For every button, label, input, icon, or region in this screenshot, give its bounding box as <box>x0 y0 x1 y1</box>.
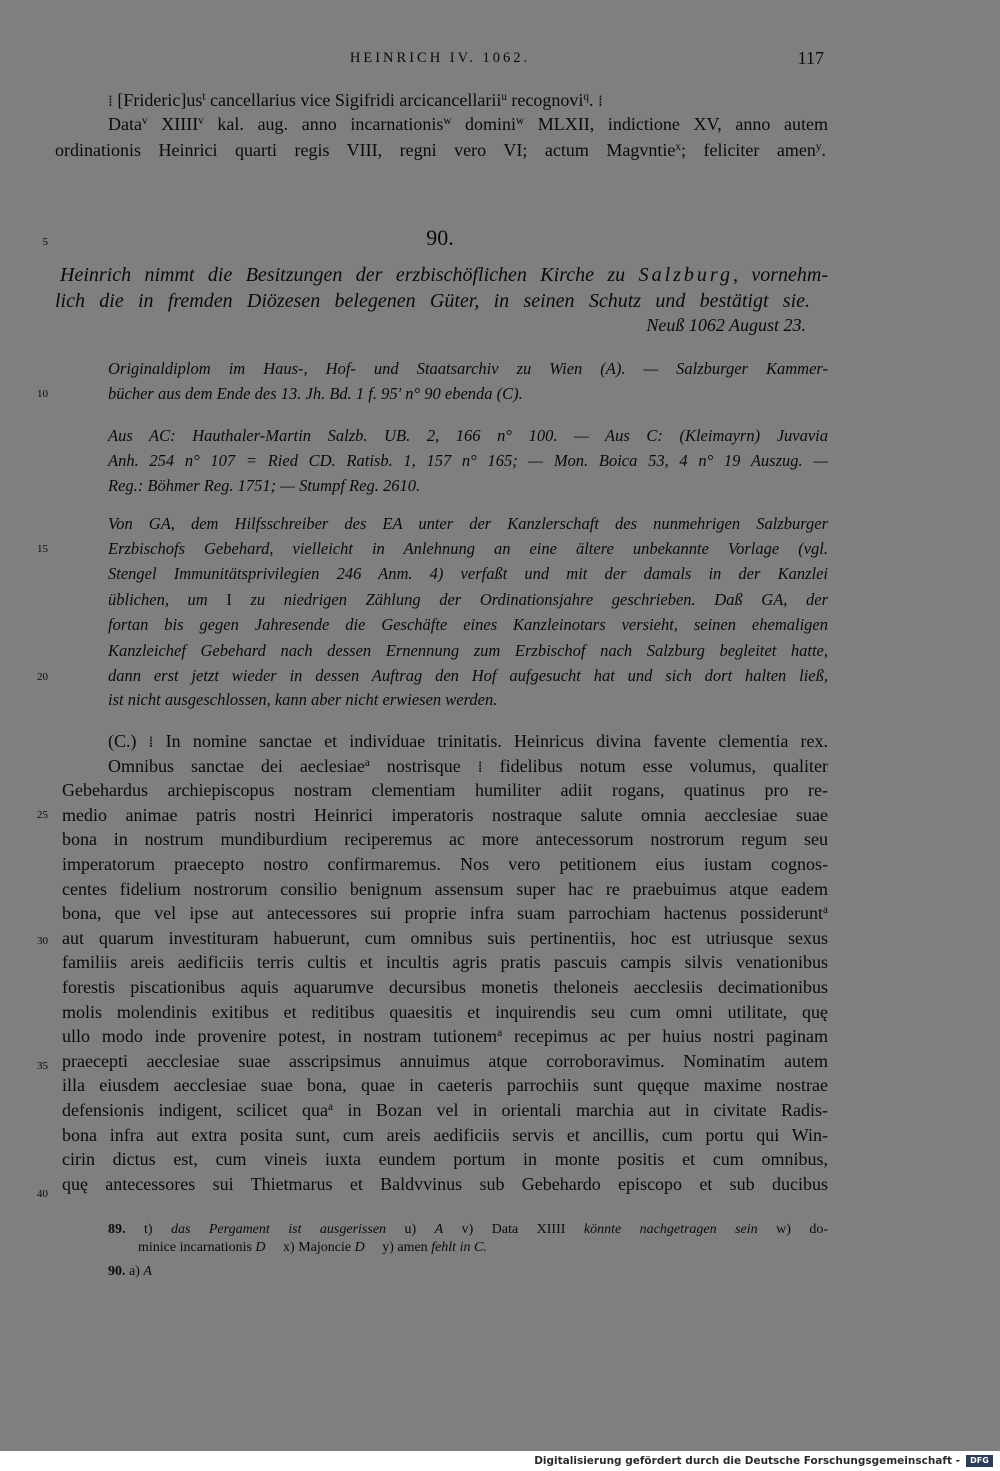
text-run: (C.) <box>108 731 149 751</box>
italic-run: ist nicht ausgeschlossen, kann aber nicht erwiesen werden. <box>108 690 498 709</box>
text-line <box>62 1024 828 1048</box>
text-line <box>62 877 828 901</box>
text-line <box>62 950 828 974</box>
note-line <box>108 588 828 612</box>
text-run: molis molendinis exitibus et reditibus quaesitis et inquirendis seu cum omni utilitate, quę <box>62 1002 828 1022</box>
italic-run: üblichen, um <box>108 590 227 609</box>
italic-run: lich die in fremden Diözesen belegenen Güter, in seinen Schutz und bestätigt sie. <box>55 290 810 312</box>
running-title: HEINRICH IV. 1062. <box>349 50 531 66</box>
footnote-marker: q <box>583 90 589 103</box>
footnote-marker: a <box>328 1100 333 1113</box>
italic-run: Stengel Immunitätsprivilegien 246 Anm. 4) verfaßt und mit der damals in der Kanzlei <box>108 564 828 583</box>
text-line <box>108 754 828 778</box>
text-line <box>62 901 828 925</box>
text-run: I <box>226 590 232 609</box>
text-run: ullo modo inde provenire potest, in nostram tutionem <box>62 1026 498 1046</box>
italic-run: D <box>255 1240 266 1255</box>
text-line <box>108 729 828 753</box>
text-run: imperatorum praecepto nostro confirmaremus. Nos vero petitionem eius iustam cognos- <box>62 854 828 874</box>
text-run: defensionis indigent, scilicet qua <box>62 1100 328 1120</box>
footnote-line <box>108 1221 828 1239</box>
footnote-marker: w <box>516 114 525 127</box>
note-line <box>108 357 828 381</box>
note-line <box>108 562 828 586</box>
text-run: a) <box>125 1264 144 1279</box>
text-line <box>62 975 828 999</box>
footnote-marker: w <box>443 114 452 127</box>
text-run: v) Data XIIII <box>443 1222 584 1237</box>
text-run: cirin dictus est, cum vineis iuxta eundem portum in monte positis et cum omnibus, <box>62 1149 828 1169</box>
line-number: 20 <box>37 671 48 683</box>
italic-run: Anh. 254 n° 107 = Ried CD. Ratisb. 1, 157 n° 165; — Mon. Boica 53, 4 n° 19 Auszug. — <box>108 451 828 470</box>
italic-run: A <box>143 1264 152 1279</box>
text-run: u) <box>386 1222 435 1237</box>
footnote-line <box>138 1239 828 1257</box>
bold-number: 89. <box>108 1222 126 1237</box>
text-line <box>62 803 828 827</box>
bold-number: 90. <box>108 1264 126 1279</box>
footnote-marker: v <box>141 114 148 127</box>
note-line <box>108 664 828 688</box>
text-run: w) do- <box>757 1222 828 1237</box>
text-run: x) Majoncie <box>265 1240 355 1255</box>
text-line <box>62 1123 828 1147</box>
text-run: . <box>821 140 826 160</box>
italic-run: A <box>434 1222 444 1237</box>
note-line <box>108 639 828 663</box>
text-run: medio animae patris nostri Heinrici imperatoris nostraque salute omnia aecclesiae suae <box>62 805 828 825</box>
text-line <box>62 1049 828 1073</box>
text-line <box>108 112 828 136</box>
line-number: 5 <box>42 236 48 248</box>
italic-run: Erzbischofs Gebehard, vielleicht in Anlehnung an eine ältere unbekannte Vorlage (vgl. <box>108 539 828 558</box>
text-line <box>62 1098 828 1122</box>
regest-line <box>60 262 828 288</box>
signum-mark: ⁞ <box>477 758 483 776</box>
text-run: nostrisque <box>369 756 478 776</box>
footnote-marker: y <box>815 140 822 153</box>
footnote-marker: x <box>675 140 681 153</box>
footnote-marker: u <box>501 90 507 103</box>
footnote-marker: t <box>202 90 206 103</box>
signum-mark: ⁞ <box>108 92 113 110</box>
text-line <box>62 778 828 802</box>
note-line <box>108 449 828 473</box>
line-number: 35 <box>37 1060 48 1072</box>
italic-run: Reg.: Böhmer Reg. 1751; — Stumpf Reg. 2610. <box>108 476 421 495</box>
text-run: recognovi <box>506 90 584 110</box>
text-run: fidelibus notum esse volumus, qualiter <box>482 756 829 776</box>
dfg-logo: DFG <box>966 1455 993 1467</box>
text-run: ordinationis Heinrici quarti regis VIII, regni vero VI; actum Magvntie <box>55 140 676 160</box>
text-line <box>55 138 826 162</box>
text-line <box>108 88 748 112</box>
text-run: Gebehardus archiepiscopus nostram clementiam humiliter adiit rogans, quatinus pro re- <box>62 780 828 800</box>
text-run: minice incarnationis <box>138 1240 256 1255</box>
signum-mark: ⁞ <box>148 733 154 751</box>
text-run: illa eiusdem aecclesiae suae bona, quae in caeteris parrochiis sunt quęque maxime nostrae <box>62 1075 828 1095</box>
italic-run: fortan bis gegen Jahresende die Geschäfte eines Kanzleinotars versieht, seinen ehemaligen <box>108 615 828 634</box>
italic-run: das Pergament ist ausgerissen <box>170 1222 387 1237</box>
text-run: domini <box>451 114 517 134</box>
text-line <box>62 1147 828 1171</box>
text-line <box>62 852 828 876</box>
text-run: forestis piscationibus aquis aquarumve decursibus monetis theloneis aecclesiis decimationibus <box>62 977 828 997</box>
text-run: bona in nostrum mundiburdium reciperemus ac more antecessorum nostrorum regum seu <box>62 829 828 849</box>
text-run: cancellarius vice Sigifridi arcicancellarii <box>205 90 502 110</box>
text-run: familiis areis aedificiis terris cultis et incultis agris pratis pascuis campis silvis venationibus <box>62 952 828 972</box>
text-line <box>62 1172 828 1196</box>
italic-run: D <box>354 1240 365 1255</box>
note-line <box>108 474 828 498</box>
note-line <box>108 424 828 448</box>
footnote-marker: a <box>823 903 828 916</box>
text-run: y) amen <box>364 1240 432 1255</box>
italic-run: Kanzleichef Gebehard nach dessen Ernennung zum Erzbischof nach Salzburg begleitet hatte, <box>108 641 828 660</box>
text-line <box>62 1000 828 1024</box>
italic-run: bücher aus dem Ende des 13. Jh. Bd. 1 f. 95' n° 90 ebenda (C). <box>108 384 523 403</box>
italic-run: Originaldiplom im Haus-, Hof- und Staatsarchiv zu Wien (A). — Salzburger Kammer- <box>108 359 828 378</box>
footnote-marker: v <box>198 114 204 127</box>
text-run: . <box>588 90 598 110</box>
page-number: 117 <box>797 48 824 68</box>
italic-run: könnte nachgetragen sein <box>583 1222 758 1237</box>
line-number: 40 <box>37 1188 48 1200</box>
footnote-marker: a <box>364 756 370 769</box>
text-run: kal. aug. anno incarnationis <box>203 114 444 134</box>
signum-mark: ⁞ <box>597 92 603 110</box>
document-number: 90. <box>426 225 454 250</box>
text-run: bona infra aut extra posita sunt, cum areis aedificiis servis et ancillis, cum portu qui Win- <box>62 1125 828 1145</box>
text-line <box>62 1073 828 1097</box>
note-line <box>108 537 828 561</box>
text-line <box>62 926 828 950</box>
line-number: 30 <box>37 935 48 947</box>
italic-run: fehlt in C. <box>431 1240 487 1255</box>
text-run: centes fidelium nostrorum consilio benignum assensum super hac re praebuimus atque eadem <box>62 879 828 899</box>
italic-run: Aus AC: Hauthaler-Martin Salzb. UB. 2, 166 n° 100. — Aus C: (Kleimayrn) Juvavia <box>108 426 828 445</box>
text-run: recepimus ac per huius nostri paginam <box>502 1026 828 1046</box>
text-run: [Frideric]us <box>112 90 203 110</box>
text-run: aut quarum investituram habuerunt, cum omnibus suis pertinentiis, hoc est utriusque sexus <box>62 928 828 948</box>
text-run: t) <box>125 1222 171 1237</box>
italic-run: dann erst jetzt wieder in dessen Auftrag den Hof aufgesucht hat und sich dort halten ließ, <box>108 666 828 685</box>
footnote-marker: a <box>497 1026 503 1039</box>
funding-credit: Digitalisierung gefördert durch die Deutsche Forschungsgemeinschaft - <box>534 1455 960 1467</box>
text-run: ; feliciter amen <box>680 140 816 160</box>
text-run: Omnibus sanctae dei aeclesiae <box>108 756 365 776</box>
regest-line <box>55 288 810 314</box>
line-number: 15 <box>37 543 48 555</box>
italic-run: Heinrich nimmt die Besitzungen der erzbischöflichen Kirche zu <box>60 264 639 286</box>
note-line <box>108 688 828 712</box>
text-run: MLXII, indictione XV, anno autem <box>524 114 828 134</box>
note-line <box>108 613 828 637</box>
text-run: bona, que vel ipse aut antecessores sui proprie infra suam parrochiam hactenus possiderunt <box>62 903 824 923</box>
text-run: quę antecessores sui Thietmarus et Baldvvinus sub Gebehardo episcopo et sub ducibus <box>62 1174 828 1194</box>
italic-run: zu niedrigen Zählung der Ordinationsjahre geschrieben. Daß GA, der <box>231 590 829 609</box>
text-run: In nomine sanctae et individuae trinitatis. Heinricus divina favente clementia rex. <box>153 731 828 751</box>
italic-run: Von GA, dem Hilfsschreiber des EA unter der Kanzlerschaft des nunmehrigen Salzburger <box>108 514 828 533</box>
text-run: Data <box>108 114 142 134</box>
line-number: 25 <box>37 809 48 821</box>
line-number: 10 <box>37 388 48 400</box>
text-line <box>62 827 828 851</box>
letterspaced-word: Salzburg <box>638 264 733 286</box>
place-date: Neuß 1062 August 23. <box>646 315 806 335</box>
text-run: in Bozan vel in orientali marchia aut in civitate Radis- <box>332 1100 828 1120</box>
text-run: XIIII <box>147 114 199 134</box>
note-line <box>108 512 828 536</box>
note-line <box>108 382 828 406</box>
italic-run: , vornehm- <box>732 264 829 286</box>
footnote-line <box>108 1263 408 1281</box>
text-run: praecepti aecclesiae suae asscripsimus annuimus atque corroboravimus. Nominatim autem <box>62 1051 828 1071</box>
